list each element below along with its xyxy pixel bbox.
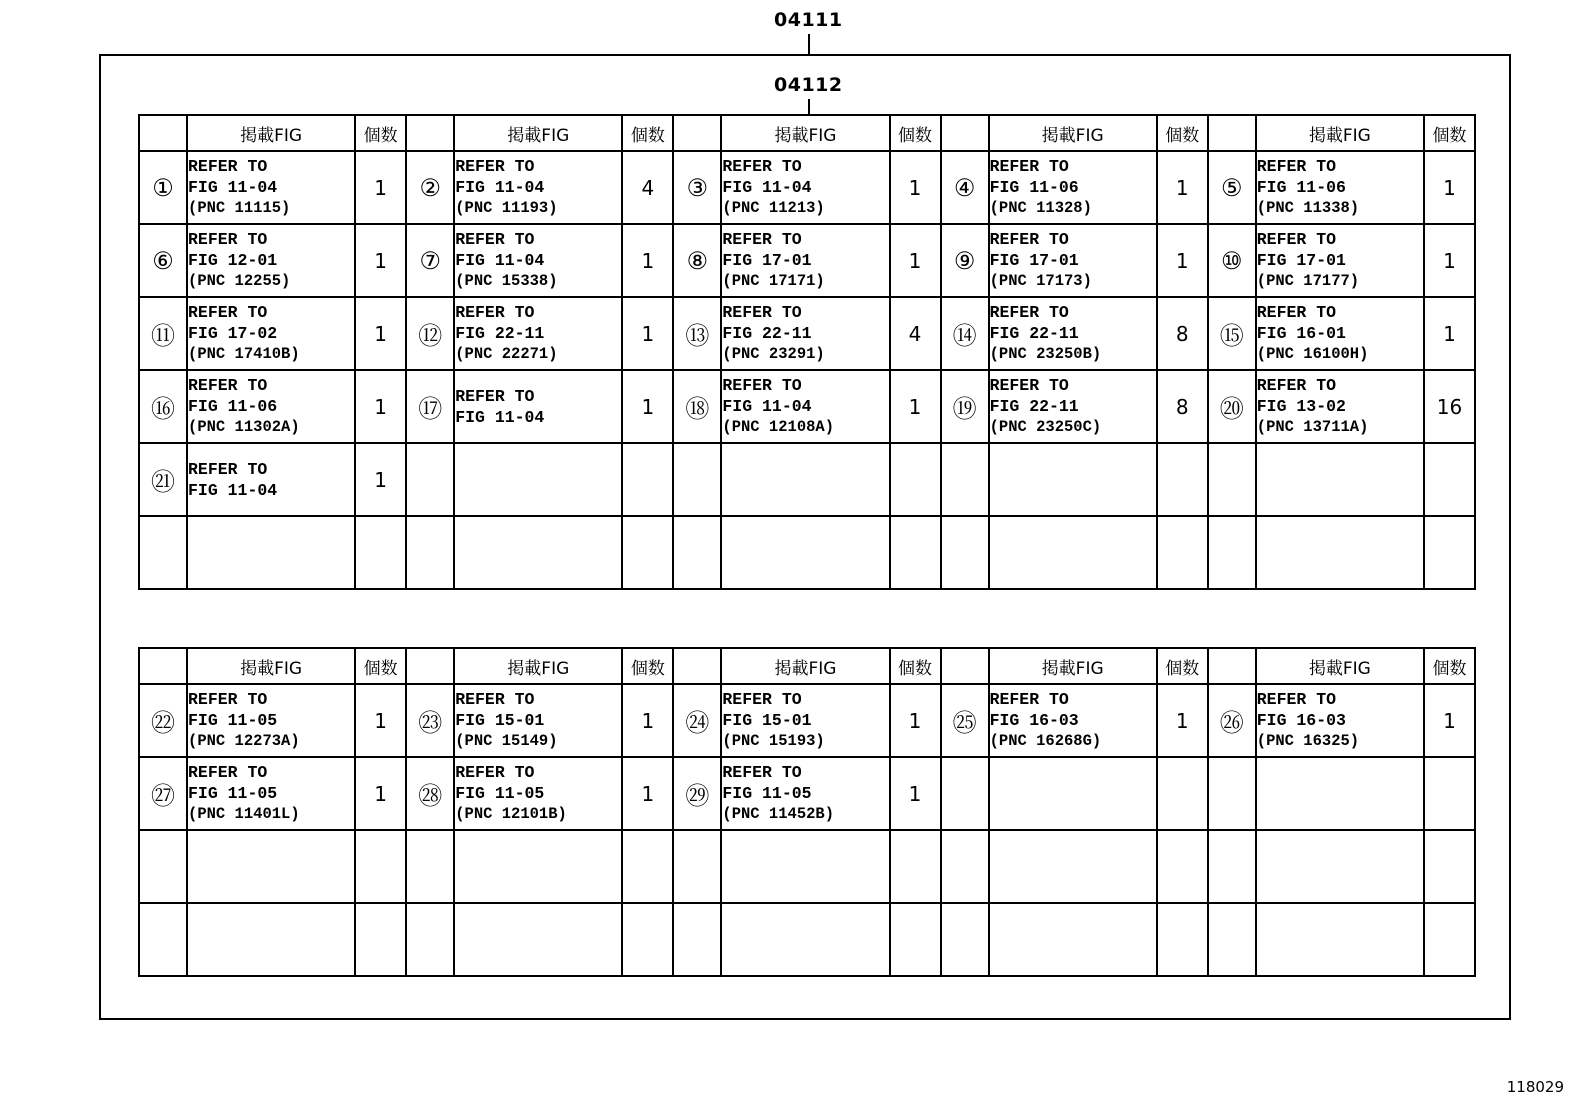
- quantity: 1: [355, 370, 406, 443]
- refer-to-text: REFER TO: [455, 230, 535, 249]
- fig-number-text: FIG 11-05: [188, 784, 278, 803]
- item-number: [941, 757, 989, 830]
- pnc-text: (PNC 11193): [455, 199, 558, 217]
- pnc-text: (PNC 17171): [722, 272, 825, 290]
- item-number: ⑲: [941, 370, 989, 443]
- item-number: ㉗: [139, 757, 187, 830]
- header-number: [673, 115, 721, 151]
- table-row: [139, 151, 1475, 224]
- pnc-text: (PNC 23250B): [989, 345, 1102, 363]
- fig-number-text: FIG 11-05: [188, 711, 278, 730]
- item-number: ㉖: [1208, 684, 1256, 757]
- header-fig: 掲載FIG: [721, 115, 889, 151]
- fig-reference: [1256, 370, 1424, 443]
- item-number: ㉙: [673, 757, 721, 830]
- pnc-text: (PNC 11338): [1256, 199, 1360, 217]
- refer-to-text: REFER TO: [188, 230, 268, 249]
- quantity: 1: [1424, 684, 1475, 757]
- fig-reference: [989, 151, 1157, 224]
- pnc-text: (PNC 11302A): [188, 418, 300, 436]
- pnc-text: (PNC 23291): [722, 345, 825, 363]
- quantity: 1: [1424, 297, 1475, 370]
- fig-number-text: FIG 12-01: [188, 251, 278, 270]
- quantity: [1424, 516, 1475, 589]
- fig-number-text: FIG 11-04: [722, 397, 812, 416]
- header-qty: 個数: [1424, 115, 1475, 151]
- quantity: 1: [622, 757, 673, 830]
- fig-reference: [721, 903, 889, 976]
- fig-reference: [989, 224, 1157, 297]
- item-number: ㉘: [406, 757, 454, 830]
- refer-to-text: REFER TO: [722, 690, 802, 709]
- quantity: 1: [890, 224, 941, 297]
- item-number: [139, 516, 187, 589]
- header-number: [406, 648, 454, 684]
- fig-reference: [454, 903, 622, 976]
- fig-number-text: FIG 16-01: [1256, 324, 1346, 343]
- pnc-text: (PNC 13711A): [1256, 418, 1369, 436]
- header-qty: 個数: [355, 115, 406, 151]
- fig-reference: [1256, 297, 1424, 370]
- fig-number-text: FIG 16-03: [989, 711, 1079, 730]
- fig-reference: [187, 516, 355, 589]
- fig-number-text: FIG 22-11: [989, 397, 1079, 416]
- fig-number-text: FIG 11-04: [722, 178, 812, 197]
- quantity: 1: [355, 224, 406, 297]
- pnc-text: (PNC 11213): [722, 199, 825, 217]
- header-number: [139, 115, 187, 151]
- header-fig: 掲載FIG: [454, 115, 622, 151]
- fig-reference: [721, 370, 889, 443]
- fig-reference: [187, 151, 355, 224]
- refer-to-text: REFER TO: [455, 303, 535, 322]
- fig-reference: [989, 903, 1157, 976]
- fig-number-text: FIG 11-06: [188, 397, 278, 416]
- quantity: [890, 516, 941, 589]
- item-number: [673, 830, 721, 903]
- item-number: ⑤: [1208, 151, 1256, 224]
- quantity: [622, 830, 673, 903]
- pnc-text: (PNC 12255): [188, 272, 291, 290]
- fig-number-text: FIG 11-04: [188, 178, 278, 197]
- refer-to-text: REFER TO: [989, 157, 1069, 176]
- item-number: [941, 516, 989, 589]
- item-number: ⑧: [673, 224, 721, 297]
- pnc-text: (PNC 11401L): [188, 805, 300, 823]
- pnc-text: (PNC 22271): [455, 345, 558, 363]
- fig-reference: [721, 757, 889, 830]
- item-number: ⑯: [139, 370, 187, 443]
- fig-reference: [721, 443, 889, 516]
- item-number: ②: [406, 151, 454, 224]
- parts-table-upper: [138, 114, 1476, 590]
- quantity: 1: [622, 224, 673, 297]
- quantity: 1: [1424, 151, 1475, 224]
- quantity: [890, 830, 941, 903]
- item-number: ⑱: [673, 370, 721, 443]
- fig-number-text: FIG 11-04: [455, 407, 545, 427]
- item-number: ⑨: [941, 224, 989, 297]
- item-number: ㉑: [139, 443, 187, 516]
- refer-to-text: REFER TO: [722, 763, 802, 782]
- fig-reference: [1256, 224, 1424, 297]
- item-number: [1208, 757, 1256, 830]
- refer-to-text: REFER TO: [188, 459, 268, 479]
- quantity: [1157, 830, 1208, 903]
- fig-reference: [187, 297, 355, 370]
- header-qty: 個数: [1424, 648, 1475, 684]
- fig-reference: [454, 516, 622, 589]
- fig-number-text: FIG 17-01: [722, 251, 812, 270]
- fig-number-text: FIG 11-06: [989, 178, 1079, 197]
- item-number: [1208, 903, 1256, 976]
- fig-number-text: FIG 11-05: [722, 784, 812, 803]
- quantity: [355, 903, 406, 976]
- header-qty: 個数: [1157, 115, 1208, 151]
- fig-reference: [989, 684, 1157, 757]
- quantity: 1: [622, 370, 673, 443]
- fig-reference: [454, 830, 622, 903]
- item-number: [406, 516, 454, 589]
- item-number: [941, 443, 989, 516]
- item-number: ①: [139, 151, 187, 224]
- item-number: [941, 903, 989, 976]
- quantity: [1424, 443, 1475, 516]
- fig-reference: [721, 297, 889, 370]
- header-number: [941, 648, 989, 684]
- header-qty: 個数: [622, 115, 673, 151]
- fig-number-text: FIG 11-04: [455, 178, 545, 197]
- quantity: 4: [622, 151, 673, 224]
- item-number: ⑪: [139, 297, 187, 370]
- pnc-text: (PNC 11452B): [722, 805, 835, 823]
- quantity: [890, 903, 941, 976]
- header-fig: 掲載FIG: [454, 648, 622, 684]
- pnc-text: (PNC 17177): [1256, 272, 1360, 290]
- pnc-text: (PNC 11115): [188, 199, 291, 217]
- header-number: [1208, 115, 1256, 151]
- pnc-text: (PNC 17410B): [188, 345, 300, 363]
- fig-number-text: FIG 17-01: [1256, 251, 1346, 270]
- quantity: 8: [1157, 370, 1208, 443]
- item-number: [139, 830, 187, 903]
- fig-reference: [1256, 151, 1424, 224]
- fig-reference: [454, 297, 622, 370]
- fig-reference: [721, 151, 889, 224]
- header-number: [1208, 648, 1256, 684]
- pnc-text: (PNC 23250C): [989, 418, 1102, 436]
- fig-reference: [187, 757, 355, 830]
- fig-number-text: FIG 11-04: [455, 251, 545, 270]
- fig-number-text: FIG 16-03: [1256, 711, 1346, 730]
- header-number: [139, 648, 187, 684]
- fig-number-text: FIG 15-01: [455, 711, 545, 730]
- refer-to-text: REFER TO: [188, 690, 268, 709]
- fig-reference: [187, 684, 355, 757]
- item-number: [673, 516, 721, 589]
- header-number: [406, 115, 454, 151]
- refer-to-text: REFER TO: [188, 376, 268, 395]
- header-fig: 掲載FIG: [1256, 115, 1424, 151]
- quantity: 1: [890, 757, 941, 830]
- fig-reference: [1256, 903, 1424, 976]
- refer-to-text: REFER TO: [722, 376, 802, 395]
- pnc-text: (PNC 17173): [989, 272, 1092, 290]
- refer-to-text: REFER TO: [989, 690, 1069, 709]
- header-qty: 個数: [890, 648, 941, 684]
- header-qty: 個数: [355, 648, 406, 684]
- quantity: [1424, 903, 1475, 976]
- quantity: [355, 516, 406, 589]
- refer-to-text: REFER TO: [722, 303, 802, 322]
- quantity: [1157, 443, 1208, 516]
- fig-reference: [989, 516, 1157, 589]
- item-number: ⑬: [673, 297, 721, 370]
- table-row: [139, 443, 1475, 516]
- fig-reference: [454, 684, 622, 757]
- pnc-text: (PNC 15149): [455, 732, 558, 750]
- fig-reference: [454, 151, 622, 224]
- fig-reference: [989, 830, 1157, 903]
- item-number: ⑳: [1208, 370, 1256, 443]
- fig-reference: [1256, 516, 1424, 589]
- fig-number-text: FIG 22-11: [989, 324, 1079, 343]
- refer-to-text: REFER TO: [188, 157, 268, 176]
- quantity: 16: [1424, 370, 1475, 443]
- table-row: [139, 297, 1475, 370]
- fig-number-text: FIG 15-01: [722, 711, 812, 730]
- fig-number-text: FIG 22-11: [455, 324, 545, 343]
- pnc-text: (PNC 12101B): [455, 805, 567, 823]
- refer-to-text: REFER TO: [188, 303, 268, 322]
- quantity: 1: [1424, 224, 1475, 297]
- refer-to-text: REFER TO: [1256, 157, 1336, 176]
- refer-to-text: REFER TO: [1256, 376, 1336, 395]
- header-fig: 掲載FIG: [721, 648, 889, 684]
- fig-reference: [454, 757, 622, 830]
- refer-to-text: REFER TO: [1256, 690, 1336, 709]
- item-number: ⑫: [406, 297, 454, 370]
- fig-reference: [1256, 830, 1424, 903]
- fig-number-text: FIG 22-11: [722, 324, 812, 343]
- fig-reference: [721, 830, 889, 903]
- item-number: [1208, 443, 1256, 516]
- quantity: 1: [1157, 151, 1208, 224]
- fig-reference: [454, 370, 622, 443]
- item-number: [1208, 830, 1256, 903]
- fig-reference: [187, 443, 355, 516]
- fig-number-text: FIG 17-01: [989, 251, 1079, 270]
- refer-to-text: REFER TO: [989, 376, 1069, 395]
- pnc-text: (PNC 16268G): [989, 732, 1102, 750]
- quantity: [890, 443, 941, 516]
- fig-reference: [454, 443, 622, 516]
- refer-to-text: REFER TO: [989, 230, 1069, 249]
- quantity: [1157, 903, 1208, 976]
- fig-reference: [454, 224, 622, 297]
- refer-to-text: REFER TO: [1256, 230, 1336, 249]
- item-number: [139, 903, 187, 976]
- quantity: 1: [890, 684, 941, 757]
- header-fig: 掲載FIG: [187, 648, 355, 684]
- quantity: [622, 516, 673, 589]
- quantity: 1: [1157, 684, 1208, 757]
- item-number: [406, 903, 454, 976]
- parts-table-lower: [138, 647, 1476, 977]
- item-number: ③: [673, 151, 721, 224]
- quantity: [1424, 757, 1475, 830]
- refer-to-text: REFER TO: [989, 303, 1069, 322]
- item-number: [406, 443, 454, 516]
- quantity: 8: [1157, 297, 1208, 370]
- quantity: [622, 443, 673, 516]
- table-row: [139, 224, 1475, 297]
- quantity: 1: [355, 297, 406, 370]
- header-fig: 掲載FIG: [989, 648, 1157, 684]
- item-number: [406, 830, 454, 903]
- item-number: [941, 830, 989, 903]
- item-number: [673, 903, 721, 976]
- quantity: [355, 830, 406, 903]
- refer-to-text: REFER TO: [188, 763, 268, 782]
- outer-assembly-label: 04111: [774, 9, 843, 31]
- figure-code: 118029: [1506, 1078, 1564, 1096]
- fig-reference: [187, 370, 355, 443]
- refer-to-text: REFER TO: [455, 763, 535, 782]
- pnc-text: (PNC 15338): [455, 272, 558, 290]
- fig-reference: [1256, 684, 1424, 757]
- table-row: [139, 684, 1475, 757]
- fig-number-text: FIG 11-04: [188, 480, 278, 500]
- fig-reference: [989, 443, 1157, 516]
- header-number: [941, 115, 989, 151]
- header-number: [673, 648, 721, 684]
- item-number: ④: [941, 151, 989, 224]
- pnc-text: (PNC 16100H): [1256, 345, 1369, 363]
- pnc-text: (PNC 16325): [1256, 732, 1360, 750]
- fig-reference: [989, 370, 1157, 443]
- table-row: [139, 516, 1475, 589]
- item-number: ㉓: [406, 684, 454, 757]
- header-fig: 掲載FIG: [1256, 648, 1424, 684]
- header-row: [139, 115, 1475, 151]
- fig-reference: [1256, 443, 1424, 516]
- quantity: 1: [355, 684, 406, 757]
- table-row: [139, 830, 1475, 903]
- fig-reference: [721, 684, 889, 757]
- refer-to-text: REFER TO: [455, 157, 535, 176]
- inner-assembly-label: 04112: [774, 74, 843, 96]
- fig-number-text: FIG 11-06: [1256, 178, 1346, 197]
- fig-reference: [1256, 757, 1424, 830]
- fig-number-text: FIG 11-05: [455, 784, 545, 803]
- header-qty: 個数: [622, 648, 673, 684]
- header-fig: 掲載FIG: [187, 115, 355, 151]
- quantity: 1: [355, 151, 406, 224]
- table-row: [139, 903, 1475, 976]
- outer-leader-line: [808, 34, 810, 54]
- fig-number-text: FIG 13-02: [1256, 397, 1346, 416]
- item-number: [1208, 516, 1256, 589]
- table-row: [139, 757, 1475, 830]
- header-fig: 掲載FIG: [989, 115, 1157, 151]
- quantity: [1157, 516, 1208, 589]
- fig-reference: [721, 516, 889, 589]
- fig-reference: [187, 830, 355, 903]
- fig-reference: [187, 224, 355, 297]
- quantity: 1: [890, 151, 941, 224]
- item-number: ⑥: [139, 224, 187, 297]
- item-number: ⑭: [941, 297, 989, 370]
- fig-number-text: FIG 17-02: [188, 324, 278, 343]
- item-number: ⑦: [406, 224, 454, 297]
- item-number: ㉒: [139, 684, 187, 757]
- refer-to-text: REFER TO: [722, 157, 802, 176]
- fig-reference: [989, 297, 1157, 370]
- quantity: 1: [622, 684, 673, 757]
- refer-to-text: REFER TO: [1256, 303, 1336, 322]
- fig-reference: [989, 757, 1157, 830]
- header-row: [139, 648, 1475, 684]
- quantity: 1: [355, 443, 406, 516]
- item-number: ㉔: [673, 684, 721, 757]
- fig-reference: [187, 903, 355, 976]
- quantity: 1: [355, 757, 406, 830]
- quantity: 4: [890, 297, 941, 370]
- refer-to-text: REFER TO: [722, 230, 802, 249]
- fig-reference: [721, 224, 889, 297]
- pnc-text: (PNC 15193): [722, 732, 825, 750]
- item-number: [673, 443, 721, 516]
- header-qty: 個数: [890, 115, 941, 151]
- pnc-text: (PNC 12273A): [188, 732, 300, 750]
- quantity: [1424, 830, 1475, 903]
- item-number: ⑩: [1208, 224, 1256, 297]
- quantity: 1: [1157, 224, 1208, 297]
- quantity: 1: [622, 297, 673, 370]
- header-qty: 個数: [1157, 648, 1208, 684]
- quantity: [622, 903, 673, 976]
- quantity: 1: [890, 370, 941, 443]
- refer-to-text: REFER TO: [455, 386, 535, 406]
- item-number: ⑮: [1208, 297, 1256, 370]
- pnc-text: (PNC 12108A): [722, 418, 835, 436]
- item-number: ⑰: [406, 370, 454, 443]
- refer-to-text: REFER TO: [455, 690, 535, 709]
- quantity: [1157, 757, 1208, 830]
- pnc-text: (PNC 11328): [989, 199, 1092, 217]
- inner-leader-line: [808, 99, 810, 114]
- table-row: [139, 370, 1475, 443]
- item-number: ㉕: [941, 684, 989, 757]
